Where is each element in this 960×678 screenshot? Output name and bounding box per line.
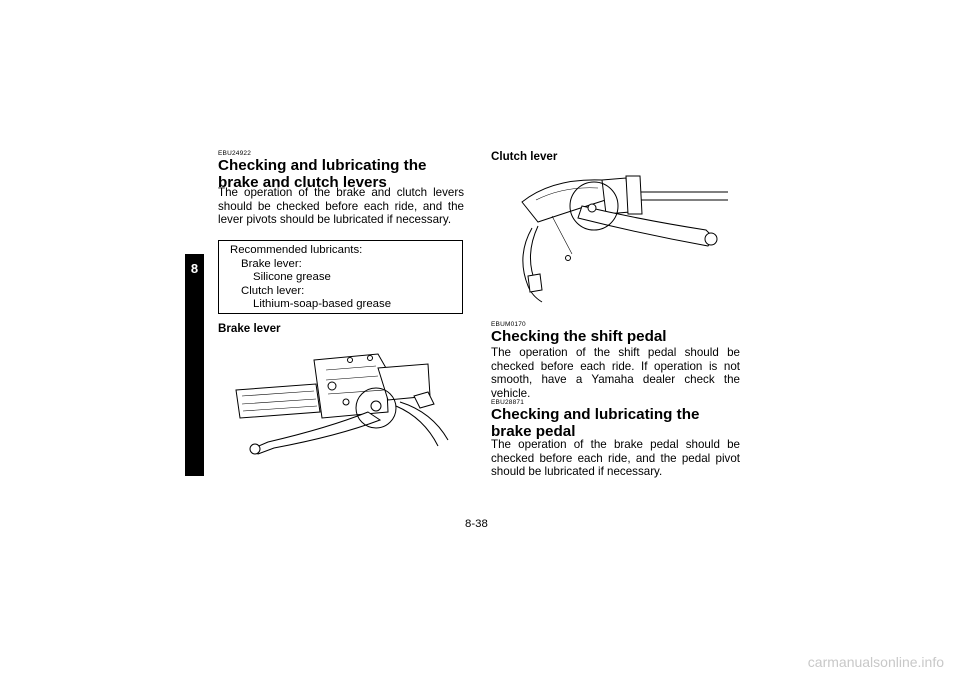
chapter-tab <box>185 254 204 476</box>
clutch-lever-figure-label: Clutch lever <box>491 150 558 163</box>
clutch-lever-label: Clutch lever: <box>241 284 305 297</box>
section-code: EBU24922 <box>218 150 252 157</box>
lubricants-heading: Recommended lubricants: <box>230 244 363 256</box>
section-code: EBU28871 <box>491 399 525 406</box>
page-number: 8-38 <box>465 518 488 530</box>
section-body: The operation of the shift pedal should be checked before each ride. If operation is not smooth, have a Yamaha dealer check the vehicle. <box>491 346 740 401</box>
section-body: The operation of the brake and clutch levers should be checked before each ride, and the lever pivots should be lubricated if necessary. <box>218 186 464 227</box>
clutch-lever-lubricant: Lithium-soap-based grease <box>253 298 392 311</box>
watermark: carmanualsonline.info <box>807 654 944 670</box>
lubricants-box <box>218 240 463 314</box>
section-title: Checking and lubricating the brake and clutch levers <box>218 157 427 191</box>
clutch-lever-illustration <box>492 166 736 306</box>
section-body: The operation of the brake pedal should be checked before each ride, and the pedal pivot should be lubricated if necessary. <box>491 438 740 479</box>
brake-lever-illustration <box>228 346 464 466</box>
section-title: Checking and lubricating the brake pedal <box>491 406 700 440</box>
section-title: Checking the shift pedal <box>491 328 667 345</box>
brake-lever-figure-label: Brake lever <box>218 322 281 335</box>
brake-lever-lubricant: Silicone grease <box>253 271 331 284</box>
brake-lever-label: Brake lever: <box>241 257 302 270</box>
section-code: EBUM0170 <box>491 321 526 328</box>
chapter-number: 8 <box>190 261 199 276</box>
